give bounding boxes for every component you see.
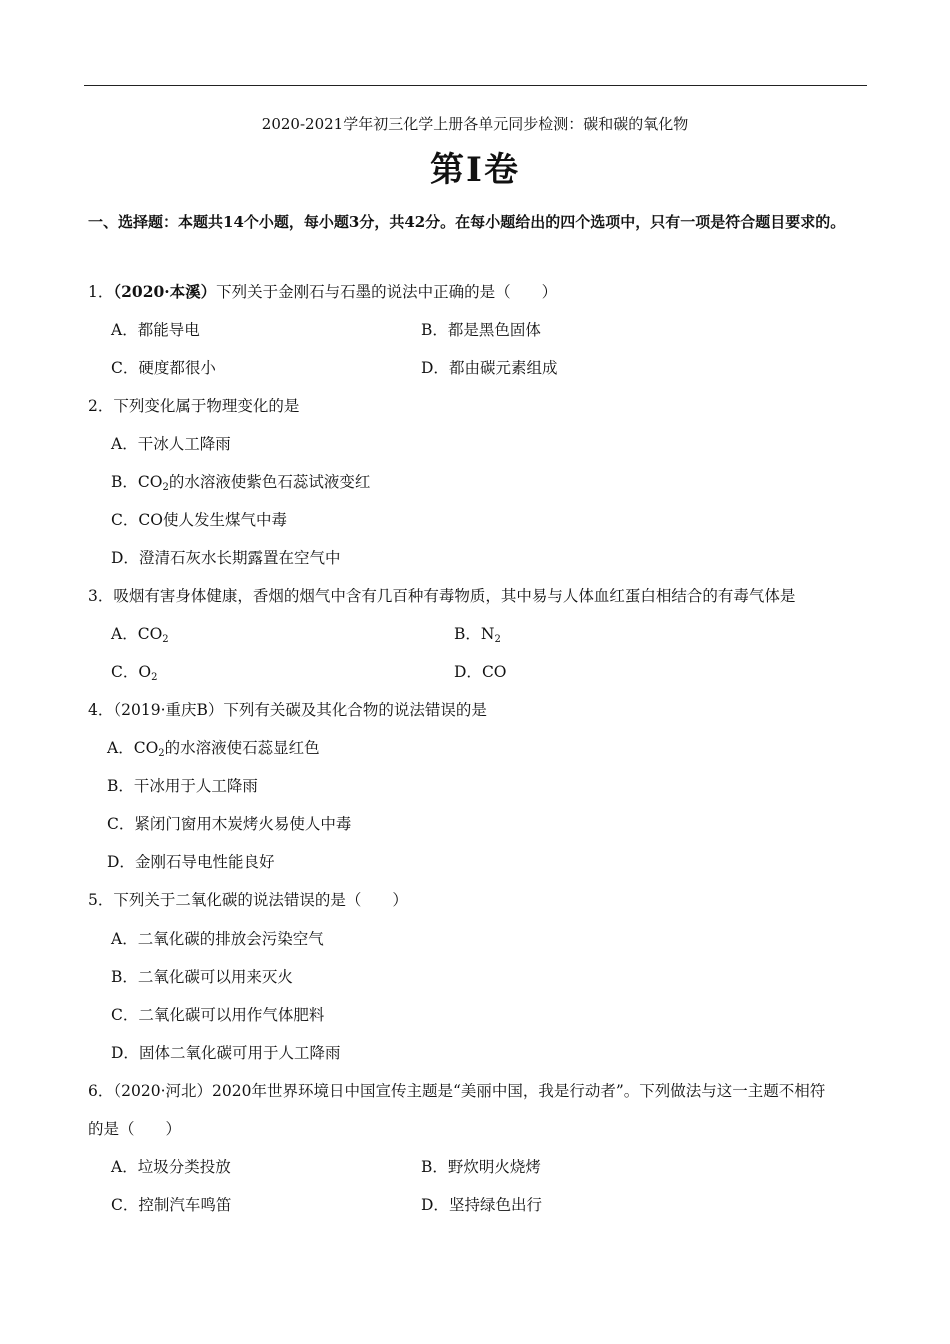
question-4-stem: 4．（2019·重庆B）下列有关碳及其化合物的说法错误的是 — [88, 701, 487, 719]
question-1-stem: 1．（2020·本溪）下列关于金刚石与石墨的说法中正确的是（ ） — [88, 282, 558, 301]
question-2-option-b: B．$CO_2$的水溶液使紫色石蕊试液变红 — [111, 473, 371, 493]
question-6-option-c: C．控制汽车鸣笛 — [111, 1196, 232, 1214]
question-5-option-b: B．二氧化碳可以用来灭火 — [111, 968, 293, 986]
question-4-option-b: B．干冰用于人工降雨 — [107, 777, 258, 795]
question-2-stem: 2．下列变化属于物理变化的是 — [88, 397, 300, 415]
question-6-stem: 6．（2020·河北）2020年世界环境日中国宣传主题是“美丽中国，我是行动者”。下列做法与这一主题不相符 — [88, 1082, 826, 1100]
page-title: 第I卷 — [430, 150, 520, 190]
question-6-option-a: A．垃圾分类投放 — [111, 1158, 231, 1176]
question-4-option-a: A．$CO_2$的水溶液使石蕊显红色 — [107, 739, 320, 759]
section-heading: 一、选择题：本题共14个小题，每小题3分，共42分。在每小题给出的四个选项中，只有一项是符合题目要求的。 — [88, 213, 846, 231]
question-6-option-d: D．坚持绿色出行 — [421, 1196, 542, 1214]
question-6-stem-continued: 的是（ ） — [88, 1120, 182, 1138]
header-rule — [84, 85, 867, 86]
question-3-option-a: A．$CO_2$ — [111, 625, 169, 645]
question-4-option-d: D．金刚石导电性能良好 — [107, 853, 275, 871]
question-1-option-c: C．硬度都很小 — [111, 359, 216, 377]
question-3-stem: 3．吸烟有害身体健康，香烟的烟气中含有几百种有毒物质，其中易与人体血红蛋白相结合的有毒气体是 — [88, 587, 796, 605]
question-3-option-b: B．$N_2$ — [454, 625, 501, 645]
question-5-option-c: C．二氧化碳可以用作气体肥料 — [111, 1006, 325, 1024]
question-5-option-d: D．固体二氧化碳可用于人工降雨 — [111, 1044, 341, 1062]
question-2-option-a: A．干冰人工降雨 — [111, 435, 231, 453]
question-1-option-a: A．都能导电 — [111, 321, 200, 339]
question-4-option-c: C．紧闭门窗用木炭烤火易使人中毒 — [107, 815, 352, 833]
document-subtitle: 2020-2021学年初三化学上册各单元同步检测：碳和碳的氧化物 — [261, 115, 689, 133]
question-6-option-b: B．野炊明火烧烤 — [421, 1158, 541, 1176]
question-2-option-d: D．澄清石灰水长期露置在空气中 — [111, 549, 341, 567]
question-3-option-c: C．$O_2$ — [111, 663, 158, 683]
question-5-stem: 5．下列关于二氧化碳的说法错误的是（ ） — [88, 891, 408, 909]
question-1-option-d: D．都由碳元素组成 — [421, 359, 558, 377]
question-1-option-b: B．都是黑色固体 — [421, 321, 541, 339]
question-3-option-d: D．CO — [454, 663, 507, 681]
question-5-option-a: A．二氧化碳的排放会污染空气 — [111, 930, 324, 948]
question-2-option-c: C．CO使人发生煤气中毒 — [111, 511, 287, 529]
